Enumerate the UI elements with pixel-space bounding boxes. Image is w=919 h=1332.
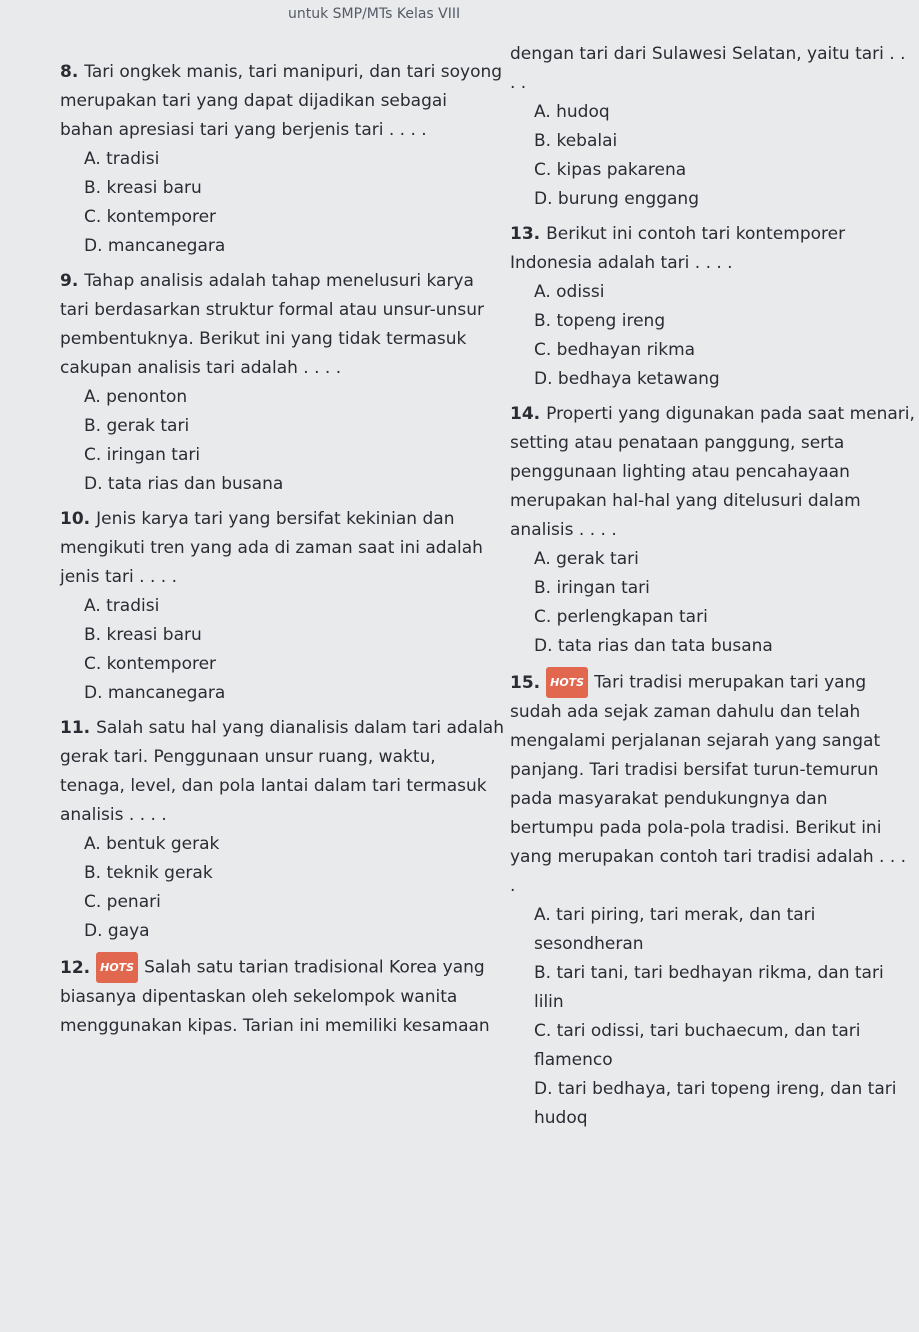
question-number: 15. xyxy=(510,672,541,693)
hots-badge: HOTS xyxy=(546,667,588,698)
question-10 xyxy=(60,505,505,592)
question-number: 10. xyxy=(60,509,91,529)
option-a[interactable]: A. gerak tari xyxy=(534,549,639,569)
question-8 xyxy=(60,58,505,145)
option-c[interactable]: C. penari xyxy=(84,892,161,912)
option-b[interactable]: B. gerak tari xyxy=(84,416,190,436)
options-15 xyxy=(510,901,915,1133)
question-text: Berikut ini contoh tari kontemporer Indonesia adalah tari . . . . xyxy=(510,224,846,273)
option-c[interactable]: C. bedhayan rikma xyxy=(534,340,696,360)
question-number: 14. xyxy=(510,404,541,424)
option-a[interactable]: A. hudoq xyxy=(534,102,610,122)
option-d[interactable]: D. mancanegara xyxy=(84,683,226,703)
option-b[interactable]: B. teknik gerak xyxy=(84,863,213,883)
question-text: Jenis karya tari yang bersifat kekinian dan mengikuti tren yang ada di zaman saat ini adalah jenis tari . . . . xyxy=(60,509,483,587)
option-b[interactable]: B. kreasi baru xyxy=(84,178,202,198)
question-text: Tari tradisi merupakan tari yang sudah ada sejak zaman dahulu dan telah mengalami perjalanan sejarah yang sangat panjang. Tari tradisi bersifat turun-temurun pada masyarakat pendukungnya dan bertumpu pada pola-pola tradisi. Berikut ini yang merupakan contoh tari tradisi adalah . . . . xyxy=(510,672,907,896)
option-d[interactable]: D. gaya xyxy=(84,921,150,941)
option-c[interactable]: C. kontemporer xyxy=(84,654,217,674)
option-a[interactable]: A. penonton xyxy=(84,387,188,407)
option-d[interactable]: D. tata rias dan tata busana xyxy=(534,636,773,656)
option-c[interactable]: C. kipas pakarena xyxy=(534,160,687,180)
options-8 xyxy=(60,145,505,261)
question-number: 9. xyxy=(60,271,79,291)
question-9 xyxy=(60,267,505,383)
options-12 xyxy=(510,98,915,214)
option-c[interactable]: C. iringan tari xyxy=(84,445,201,465)
options-11 xyxy=(60,830,505,946)
options-14 xyxy=(510,545,915,661)
option-d[interactable]: D. mancanegara xyxy=(84,236,226,256)
question-text: Salah satu hal yang dianalisis dalam tari adalah gerak tari. Penggunaan unsur ruang, waktu, tenaga, level, dan pola lantai dalam tari termasuk analisis . . . . xyxy=(60,718,505,825)
option-b[interactable]: B. topeng ireng xyxy=(534,311,666,331)
option-b[interactable]: B. kreasi baru xyxy=(84,625,202,645)
option-a[interactable]: A. bentuk gerak xyxy=(84,834,220,854)
option-a[interactable]: A. tradisi xyxy=(84,596,160,616)
option-b[interactable]: B. iringan tari xyxy=(534,578,650,598)
option-c[interactable]: C. kontemporer xyxy=(84,207,217,227)
question-11 xyxy=(60,714,505,830)
option-a[interactable]: A. odissi xyxy=(534,282,605,302)
page-header: untuk SMP/MTs Kelas VIII xyxy=(288,6,461,22)
question-12 xyxy=(60,952,505,1041)
option-d[interactable]: D. burung enggang xyxy=(534,189,699,209)
option-d[interactable]: D. tari bedhaya, tari topeng ireng, dan tari hudoq xyxy=(534,1079,897,1128)
option-b[interactable]: B. tari tani, tari bedhayan rikma, dan tari lilin xyxy=(534,963,884,1012)
question-15 xyxy=(510,667,915,901)
question-number: 11. xyxy=(60,718,91,738)
question-number: 12. xyxy=(60,957,91,978)
option-d[interactable]: D. tata rias dan busana xyxy=(84,474,284,494)
question-text: Tari ongkek manis, tari manipuri, dan tari soyong merupakan tari yang dapat dijadikan sebagai bahan apresiasi tari yang berjenis tari . . . . xyxy=(60,62,503,140)
question-14 xyxy=(510,400,915,545)
hots-badge: HOTS xyxy=(96,952,138,983)
option-a[interactable]: A. tari piring, tari merak, dan tari sesondheran xyxy=(534,905,816,954)
question-13 xyxy=(510,220,915,278)
question-12-continuation: dengan tari dari Sulawesi Selatan, yaitu tari . . . . xyxy=(510,44,906,93)
right-column xyxy=(510,40,915,1139)
option-a[interactable]: A. tradisi xyxy=(84,149,160,169)
option-c[interactable]: C. tari odissi, tari buchaecum, dan tari flamenco xyxy=(534,1021,861,1070)
left-column xyxy=(60,58,505,1041)
question-text: Properti yang digunakan pada saat menari, setting atau penataan panggung, serta penggunaan lighting atau pencahayaan merupakan hal-hal yang ditelusuri dalam analisis . . . . xyxy=(510,404,915,540)
option-b[interactable]: B. kebalai xyxy=(534,131,618,151)
options-9 xyxy=(60,383,505,499)
question-number: 13. xyxy=(510,224,541,244)
option-c[interactable]: C. perlengkapan tari xyxy=(534,607,708,627)
question-number: 8. xyxy=(60,62,79,82)
question-text: Salah satu tarian tradisional Korea yang biasanya dipentaskan oleh sekelompok wanita menggunakan kipas. Tarian ini memiliki kesamaan xyxy=(60,957,490,1036)
options-10 xyxy=(60,592,505,708)
question-text: Tahap analisis adalah tahap menelusuri karya tari berdasarkan struktur formal atau unsur-unsur pembentuknya. Berikut ini yang tidak termasuk cakupan analisis tari adalah . . . . xyxy=(60,271,484,378)
option-d[interactable]: D. bedhaya ketawang xyxy=(534,369,720,389)
options-13 xyxy=(510,278,915,394)
